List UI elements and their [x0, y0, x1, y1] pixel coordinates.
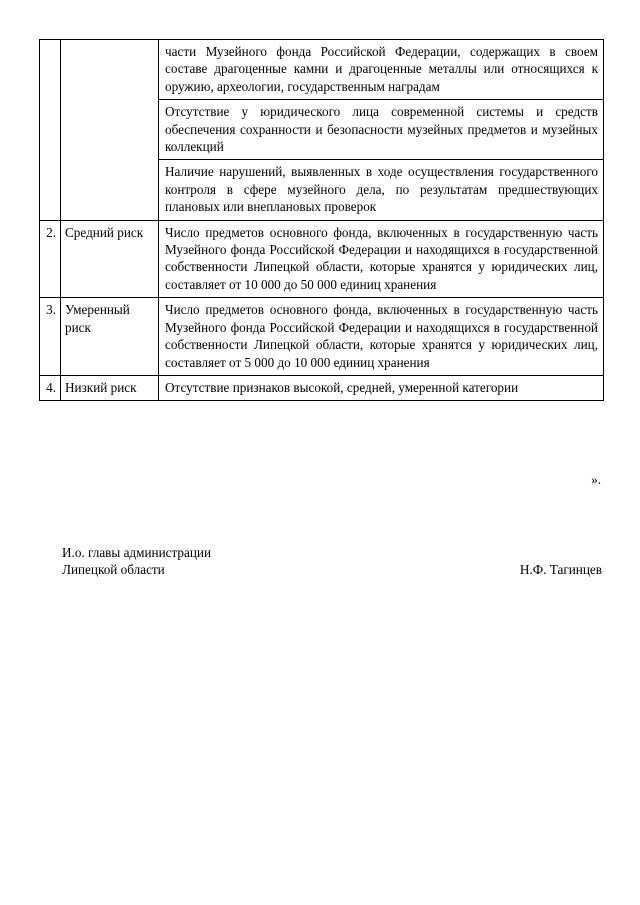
risk-category-cell: Низкий риск — [61, 375, 159, 400]
criteria-cell: Число предметов основного фонда, включенных в государственную часть Музейного фонда Российской Федерации и находящихся в государственной собственности Липецкой области, которые хранятся у юридических лиц, составляет от 10 000 до 50 000 единиц хранения — [159, 220, 604, 298]
signature-block — [62, 544, 602, 578]
signer-name: Н.Ф. Тагинцев — [519, 562, 602, 577]
signer-position-line2: Липецкой области — [62, 562, 165, 577]
closing-quote: ». — [591, 472, 601, 487]
row-number-cell: 2. — [40, 220, 61, 298]
table-row — [40, 40, 604, 100]
criteria-cell: Отсутствие у юридического лица современной системы и средств обеспечения сохранности и безопасности музейных предметов и музейных коллекций — [159, 100, 604, 160]
row-number-cell — [40, 40, 61, 221]
signature-row — [62, 561, 602, 578]
table-row — [40, 375, 604, 400]
table-row — [40, 298, 604, 376]
criteria-cell: Число предметов основного фонда, включенных в государственную часть Музейного фонда Российской Федерации и находящихся в государственной собственности Липецкой области, которые хранятся у юридических лиц, составляет от 5 000 до 10 000 единиц хранения — [159, 298, 604, 376]
risk-category-table — [39, 39, 604, 401]
risk-category-cell: Умеренный риск — [61, 298, 159, 376]
table-row — [40, 220, 604, 298]
row-number-cell: 3. — [40, 298, 61, 376]
signer-position-line1: И.о. главы администрации — [62, 545, 212, 560]
criteria-cell: Отсутствие признаков высокой, средней, умеренной категории — [159, 375, 604, 400]
criteria-cell: части Музейного фонда Российской Федерации, содержащих в своем составе драгоценные камни и драгоценные металлы или относящихся к оружию, археологии, государственным наградам — [159, 40, 604, 100]
row-number-cell: 4. — [40, 375, 61, 400]
risk-category-cell — [61, 40, 159, 221]
criteria-cell: Наличие нарушений, выявленных в ходе осуществления государственного контроля в сфере музейного дела, по результатам предшествующих плановых или внеплановых проверок — [159, 160, 604, 220]
risk-category-cell: Средний риск — [61, 220, 159, 298]
